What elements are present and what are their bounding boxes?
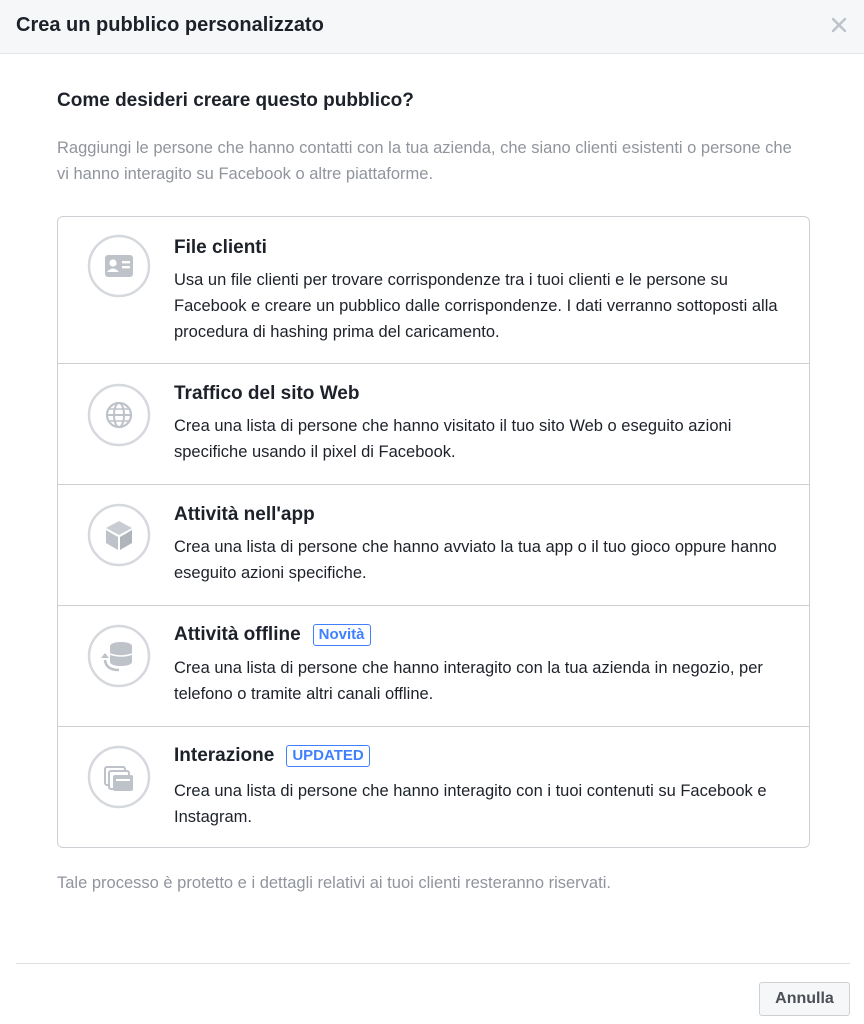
option-title-text: Attività nell'app <box>174 504 315 525</box>
option-description: Crea una lista di persone che hanno visitato il tuo sito Web o eseguito azioni specifiche usando il pixel di Facebook. <box>174 417 732 461</box>
option-interazione[interactable] <box>58 727 809 848</box>
stacked-pages-icon <box>87 745 151 809</box>
option-title <box>174 237 267 259</box>
option-traffico-sito-web[interactable] <box>58 364 809 485</box>
option-attivita-app[interactable] <box>58 485 809 606</box>
close-icon[interactable] <box>828 14 850 36</box>
dialog-header <box>0 0 864 54</box>
option-title-text: Traffico del sito Web <box>174 383 360 404</box>
option-title-text: File clienti <box>174 237 267 258</box>
option-title <box>174 504 315 526</box>
dialog-title: Crea un pubblico personalizzato <box>16 14 324 36</box>
cancel-button[interactable]: Annulla <box>759 982 850 1016</box>
option-title-text: Interazione <box>174 745 275 766</box>
globe-icon <box>87 383 151 447</box>
option-description: Crea una lista di persone che hanno interagito con la tua azienda in negozio, per telefono o tramite altri canali offline. <box>174 659 763 703</box>
option-description: Crea una lista di persone che hanno interagito con i tuoi contenuti su Facebook e Instagram. <box>174 782 767 826</box>
audience-options-list <box>57 216 810 848</box>
footer-divider <box>16 963 850 964</box>
option-attivita-offline[interactable] <box>58 606 809 727</box>
option-description: Usa un file clienti per trovare corrispondenze tra i tuoi clienti e le persone su Facebook e creare un pubblico dalle corrispondenze. I dati verranno sottoposti alla procedura di hashing prima del caricamento. <box>174 271 778 341</box>
option-title <box>174 624 371 646</box>
contact-card-icon <box>87 234 151 298</box>
privacy-note: Tale processo è protetto e i dettagli relativi ai tuoi clienti resteranno riservati. <box>57 874 611 892</box>
option-title <box>174 745 370 767</box>
cube-icon <box>87 503 151 567</box>
option-description: Crea una lista di persone che hanno avviato la tua app o il tuo gioco oppure hanno eseguito azioni specifiche. <box>174 538 777 582</box>
intro-text: Raggiungi le persone che hanno contatti con la tua azienda, che siano clienti esistenti o persone che vi hanno interagito su Facebook o altre piattaforme. <box>57 139 792 183</box>
option-title-text: Attività offline <box>174 624 301 645</box>
new-badge: Novità <box>313 624 371 646</box>
updated-badge: UPDATED <box>286 745 369 767</box>
database-sync-icon <box>87 624 151 688</box>
option-title <box>174 383 359 405</box>
section-heading: Come desideri creare questo pubblico? <box>57 90 414 111</box>
option-file-clienti[interactable] <box>58 217 809 364</box>
